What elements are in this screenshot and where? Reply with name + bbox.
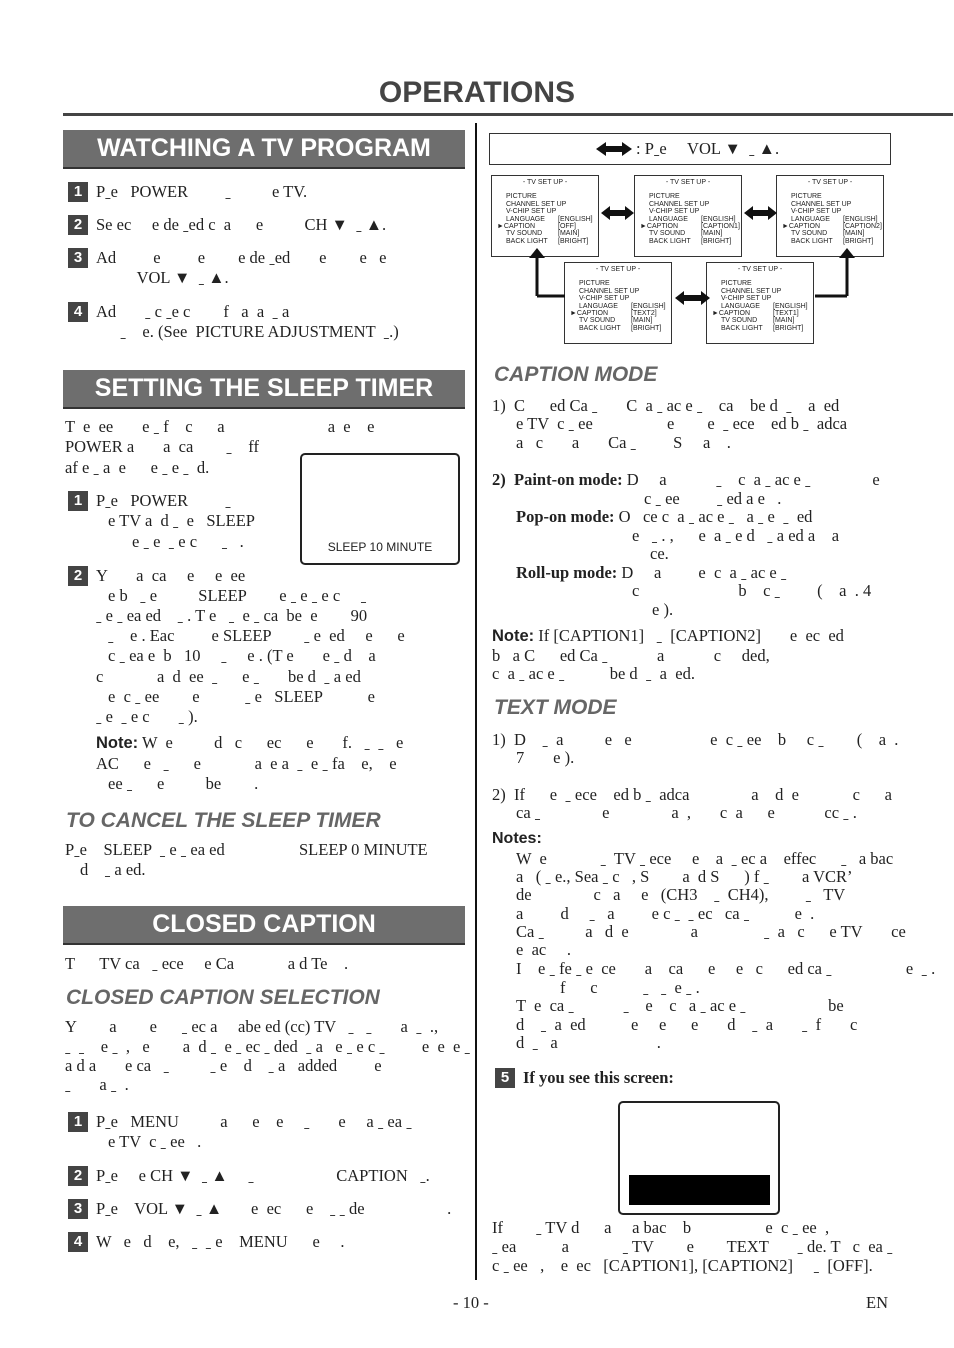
menu-row-label: BACK LIGHT — [579, 324, 621, 332]
menu-title: - TV SET UP - — [595, 266, 641, 273]
menu-row — [635, 223, 741, 230]
menu-row-value: [ENGLISH] — [773, 302, 808, 310]
cc-selection-text: a d a e ca ˍ ˍ e d ˍ a added e — [65, 1056, 382, 1075]
menu-row — [565, 288, 671, 295]
menu-row — [777, 216, 883, 223]
step-text: c a d ee ˍ e ˍ be d ˍ a ed — [96, 667, 361, 686]
menu-row — [777, 223, 883, 230]
menu-row-value: [BRIGHT] — [631, 324, 662, 332]
menu-row-label: TV SOUND — [649, 230, 686, 238]
caption-note: Note: If [CAPTION1] ˍ [CAPTION2] e ec ed — [492, 626, 844, 645]
caption-note: b a C ed Ca ˍ a c ded, — [492, 646, 770, 665]
caption-mode-text: a c a Ca ˍ S a . — [516, 433, 731, 452]
menu-row-label: ►CAPTION — [570, 309, 609, 317]
step-number: 1 — [68, 1112, 88, 1132]
step-text: Ad e e e de ˍed e e e — [96, 248, 387, 267]
menu-row-label: TV SOUND — [506, 230, 543, 238]
menu-row-value: [MAIN] — [631, 317, 653, 325]
caption-mode-heading: CAPTION MODE — [494, 363, 658, 386]
paint-on-text: c ˍ ee ˍ ed a e . — [644, 489, 782, 508]
column-divider — [475, 123, 477, 1280]
step-text: Se ec e de ˍed c a e CH ▼ ˍ ▲. — [96, 215, 387, 234]
menu-title: - TV SET UP - — [522, 179, 568, 186]
cc-intro: T TV ca ˍ ece e Ca a d Te . — [65, 954, 349, 973]
tv-setup-menu — [564, 262, 672, 344]
caption-note: c a ˍ ac e ˍ be d ˍ a ed. — [492, 664, 695, 683]
cancel-sleep-text: Pˍe SLEEP ˍ e ˍ ea ed SLEEP 0 MINUTE — [65, 840, 428, 859]
menu-row-label: CHANNEL SET UP — [579, 287, 640, 295]
menu-row — [492, 230, 598, 237]
menu-row — [707, 325, 813, 332]
step5-text: If you see this screen: — [523, 1068, 674, 1087]
menu-row-label: CHANNEL SET UP — [506, 200, 567, 208]
text-mode-text: 2) If e ˍ ece ed b ˍ adca a d e c a — [492, 785, 892, 804]
sleep-banner: SETTING THE SLEEP TIMER — [63, 370, 465, 409]
menu-row-label: LANGUAGE — [721, 302, 760, 310]
menu-row — [492, 223, 598, 230]
menu-row — [707, 310, 813, 317]
step-text: ˍ e. (See PICTURE ADJUSTMENT ˍ.) — [108, 322, 399, 341]
closed-caption-banner: CLOSED CAPTION — [63, 906, 465, 945]
step-number: 2 — [68, 566, 88, 586]
menu-row — [777, 201, 883, 208]
menu-row — [777, 230, 883, 237]
step-text: Ad ˍ c ˍe c f a a ˍ a — [96, 302, 290, 321]
menu-row-label: LANGUAGE — [791, 215, 830, 223]
notes-text: de c a e (CH3 ˍ CH4), ˍ TV — [516, 885, 846, 904]
sleep-intro: POWER a a ca ˍ ff — [65, 437, 259, 456]
menu-row-label: ►CAPTION — [782, 222, 821, 230]
sleep-note: Note: W e d c ec e f. ˍ ˍ e — [96, 733, 404, 752]
caption-mode-text: e TV c ˍ ee e e ˍ ece ed b ˍ adca — [516, 414, 848, 433]
menu-row-value: [ENGLISH] — [701, 215, 736, 223]
sleep-screen-text: SLEEP 10 MINUTE — [327, 540, 433, 554]
menu-row-value: [ENGLISH] — [843, 215, 878, 223]
double-arrow-icon — [675, 290, 710, 306]
step-text: e c ˍ ee e ˍ e SLEEP e — [108, 687, 375, 706]
legend-box — [489, 133, 891, 165]
step-text: ˍ e ˍ ea ed ˍ . T e ˍ e ˍ ca be e 90 — [96, 606, 368, 625]
cancel-sleep-heading: TO CANCEL THE SLEEP TIMER — [66, 809, 381, 832]
menu-row-label: V-CHIP SET UP — [649, 208, 700, 216]
step-text: ˍ e ˍ e c ˍ ). — [96, 707, 198, 726]
menu-row-label: ►CAPTION — [640, 222, 679, 230]
step-number: 4 — [68, 302, 88, 322]
connector-arrow — [815, 248, 860, 304]
menu-row-label: BACK LIGHT — [791, 237, 833, 245]
menu-row-label: ►CAPTION — [497, 222, 536, 230]
menu-row — [707, 295, 813, 302]
step-text: VOL ▼ ˍ ▲. — [108, 268, 229, 287]
final-text: c ˍ ee , e ec [CAPTION1], [CAPTION2] ˍ [OFF]. — [492, 1256, 873, 1275]
double-arrow-icon — [596, 142, 632, 156]
notes-label: Notes: — [492, 830, 542, 847]
menu-row-label: CHANNEL SET UP — [649, 200, 710, 208]
menu-row — [635, 193, 741, 200]
menu-row — [635, 238, 741, 245]
menu-row — [707, 280, 813, 287]
menu-row-label: TV SOUND — [579, 317, 616, 325]
menu-row — [565, 310, 671, 317]
menu-row-value: [OFF] — [558, 222, 576, 230]
title-rule — [63, 113, 953, 116]
menu-row-label: V-CHIP SET UP — [721, 295, 772, 303]
black-box — [629, 1175, 770, 1205]
tv-screen-illustration — [300, 453, 460, 565]
menu-row-label: TV SOUND — [721, 317, 758, 325]
step-number: 5 — [495, 1068, 515, 1088]
text-mode-text: ca ˍ e a , c a e cc ˍ . — [516, 803, 857, 822]
menu-row-label: LANGUAGE — [506, 215, 545, 223]
menu-row-label: PICTURE — [506, 193, 537, 201]
menu-row-label: PICTURE — [721, 280, 752, 288]
menu-row-value: [CAPTION1] — [701, 222, 740, 230]
step-number: 3 — [68, 248, 88, 268]
notes-text: d ˍ a ed e e e d ˍ a ˍ f c — [516, 1015, 858, 1034]
page-number: - 10 - — [453, 1293, 489, 1312]
pop-on-text: e ˍ . , e a ˍ e d ˍ a ed a a — [632, 526, 840, 545]
notes-text: W e ˍ TV ˍ ece e a ˍ ec a effec ˍ a bac — [516, 849, 894, 868]
text-mode-heading: TEXT MODE — [494, 696, 617, 719]
roll-up-text: c b c ˍ ( a . 4 — [632, 581, 872, 600]
menu-row — [492, 238, 598, 245]
menu-row — [635, 216, 741, 223]
step-text: c ˍ ea e b 10 ˍ e . (T e e ˍ d a — [108, 646, 376, 665]
step-text: e TV c ˍ ee . — [108, 1132, 202, 1151]
menu-row-value: [ENGLISH] — [558, 215, 593, 223]
notes-text: f c ˍ ˍ e ˍ . — [560, 978, 700, 997]
step-number: 1 — [68, 182, 88, 202]
final-text: If ˍ TV d a a bac b e c ˍ ee , — [492, 1218, 830, 1237]
language-code: EN — [866, 1293, 888, 1312]
menu-row-value: [ENGLISH] — [631, 302, 666, 310]
tv-setup-menu — [776, 175, 884, 257]
menu-row — [707, 317, 813, 324]
menu-row-label: V-CHIP SET UP — [791, 208, 842, 216]
step-text: Y a ca e e ee — [96, 566, 246, 585]
sleep-intro: af e ˍ a e e ˍ e ˍ d. — [65, 458, 210, 477]
menu-row — [707, 288, 813, 295]
notes-text: d ˍ a . — [516, 1033, 661, 1052]
menu-row — [492, 201, 598, 208]
step-number: 2 — [68, 1166, 88, 1186]
tv-setup-menu — [706, 262, 814, 344]
cancel-sleep-text: d ˍ a ed. — [80, 860, 146, 879]
text-mode-text: 1) D ˍ a e e e c ˍ ee b c ˍ ( a . — [492, 730, 899, 749]
menu-row-value: [BRIGHT] — [843, 237, 874, 245]
step-number: 3 — [68, 1199, 88, 1219]
cc-selection-text: Y a e ˍ ec a abe ed (cc) TV ˍ ˍ a ˍ ., — [65, 1017, 439, 1036]
tv-setup-menu — [634, 175, 742, 257]
menu-title: - TV SET UP - — [807, 179, 853, 186]
menu-row — [635, 201, 741, 208]
menu-row — [565, 295, 671, 302]
menu-row — [565, 303, 671, 310]
menu-row-value: [MAIN] — [558, 230, 580, 238]
tv-setup-menu — [491, 175, 599, 257]
menu-row — [635, 230, 741, 237]
page-title: OPERATIONS — [378, 76, 576, 109]
sleep-intro: T e ee e ˍ f c a a e e — [65, 417, 375, 436]
notes-text: a ( ˍ e., Sea ˍ c , S a d S ) f ˍ a VCR’ — [516, 867, 853, 886]
menu-row — [635, 208, 741, 215]
menu-row-value: [BRIGHT] — [773, 324, 804, 332]
step-text: Pˍe POWER ˍ — [96, 491, 231, 510]
step-text: Pˍe MENU a e e ˍ e a ˍ ea ˍ — [96, 1112, 412, 1131]
menu-row-value: [BRIGHT] — [558, 237, 589, 245]
menu-row-label: LANGUAGE — [649, 215, 688, 223]
roll-up-text: Roll-up mode: D a e c a ˍ ac e ˍ — [516, 563, 787, 582]
watching-banner: WATCHING A TV PROGRAM — [63, 130, 465, 169]
menu-row-value: [BRIGHT] — [701, 237, 732, 245]
menu-row-value: [TEXT1] — [773, 309, 799, 317]
menu-row — [777, 208, 883, 215]
cc-selection-text: ˍ a ˍ . — [65, 1075, 129, 1094]
menu-row-label: CHANNEL SET UP — [791, 200, 852, 208]
legend-text: : Pˍe VOL ▼ ˍ ▲. — [636, 139, 780, 158]
step-number: 4 — [68, 1232, 88, 1252]
menu-row-value: [MAIN] — [773, 317, 795, 325]
menu-row-value: [CAPTION2] — [843, 222, 882, 230]
menu-row — [492, 216, 598, 223]
menu-row-label: V-CHIP SET UP — [506, 208, 557, 216]
notes-text: Ca ˍ a d e a ˍ a c e TV ce — [516, 922, 906, 941]
menu-row-label: PICTURE — [579, 280, 610, 288]
notes-text: T e ca ˍ ˍ e c a ˍ ac e ˍ be — [516, 996, 844, 1015]
roll-up-text: e ). — [652, 600, 674, 619]
menu-row-label: TV SOUND — [791, 230, 828, 238]
step-text: e b ˍ e SLEEP e ˍ e ˍ e c ˍ — [108, 586, 367, 605]
menu-row-label: PICTURE — [649, 193, 680, 201]
menu-row-label: BACK LIGHT — [506, 237, 548, 245]
sleep-note: ee ˍ e be . — [108, 774, 259, 793]
menu-row-label: ►CAPTION — [712, 309, 751, 317]
step-text: Pˍe VOL ▼ ˍ ▲ e ec e ˍ ˍ de . — [96, 1199, 452, 1218]
connector-arrow — [525, 248, 570, 304]
menu-row — [565, 280, 671, 287]
step-number: 2 — [68, 215, 88, 235]
tv-screen-illustration — [618, 1101, 780, 1215]
pop-on-text: ce. — [650, 544, 669, 563]
step-text: W e d e, ˍ ˍ e MENU e . — [96, 1232, 345, 1251]
sleep-note: AC e ˍ e a e a ˍ e ˍ fa e, e — [96, 754, 397, 773]
step-number: 1 — [68, 491, 88, 511]
text-mode-text: 7 e ). — [516, 748, 575, 767]
paint-on-text: 2) Paint-on mode: D a ˍ c a ˍ ac e ˍ e — [492, 470, 880, 489]
step-text: Pˍe e CH ▼ ˍ ▲ ˍ CAPTION ˍ. — [96, 1166, 430, 1185]
menu-row-label: BACK LIGHT — [649, 237, 691, 245]
notes-text: a d ˍ a e c ˍ ˍ ec ca ˍ e . — [516, 904, 815, 923]
caption-mode-text: 1) C ed Ca ˍ C a ˍ ac e ˍ ca be d ˍ a ed — [492, 396, 840, 415]
menu-row — [565, 317, 671, 324]
final-text: ˍ ea a ˍ TV e TEXT ˍ de. T c ea ˍ — [492, 1237, 893, 1256]
step-text: Pˍe POWER ˍ e TV. — [96, 182, 308, 201]
menu-row-label: V-CHIP SET UP — [579, 295, 630, 303]
menu-row — [492, 208, 598, 215]
step-text: ˍ e . Eac e SLEEP ˍ e ed e e — [108, 626, 405, 645]
cc-selection-text: ˍ ˍ e ˍ , e a d ˍ e ˍ ec ˍ ded ˍ a e ˍ e c ˍ e e e ˍ — [65, 1037, 470, 1056]
notes-text: I e ˍ fe ˍ e ce a ca e e c ed ca ˍ e ˍ . — [516, 959, 936, 978]
menu-title: - TV SET UP - — [665, 179, 711, 186]
menu-row — [777, 193, 883, 200]
menu-row-value: [TEXT2] — [631, 309, 657, 317]
menu-title: - TV SET UP - — [737, 266, 783, 273]
menu-row-label: PICTURE — [791, 193, 822, 201]
pop-on-text: Pop-on mode: O ce c a ˍ ac e ˍ a ˍ e ˍ ed — [516, 507, 813, 526]
menu-row — [565, 325, 671, 332]
menu-row-label: CHANNEL SET UP — [721, 287, 782, 295]
menu-row-label: LANGUAGE — [579, 302, 618, 310]
step-text: e TV a d ˍ e SLEEP — [108, 511, 255, 530]
menu-row — [777, 238, 883, 245]
menu-row-value: [MAIN] — [843, 230, 865, 238]
menu-row — [707, 303, 813, 310]
menu-row-label: BACK LIGHT — [721, 324, 763, 332]
double-arrow-icon — [601, 206, 634, 220]
double-arrow-icon — [744, 206, 777, 220]
menu-row — [492, 193, 598, 200]
notes-text: e ac . — [516, 940, 571, 959]
cc-selection-heading: CLOSED CAPTION SELECTION — [66, 986, 380, 1009]
menu-row-value: [MAIN] — [701, 230, 723, 238]
step-text: e ˍ e ˍ e c ˍ . — [132, 532, 244, 551]
